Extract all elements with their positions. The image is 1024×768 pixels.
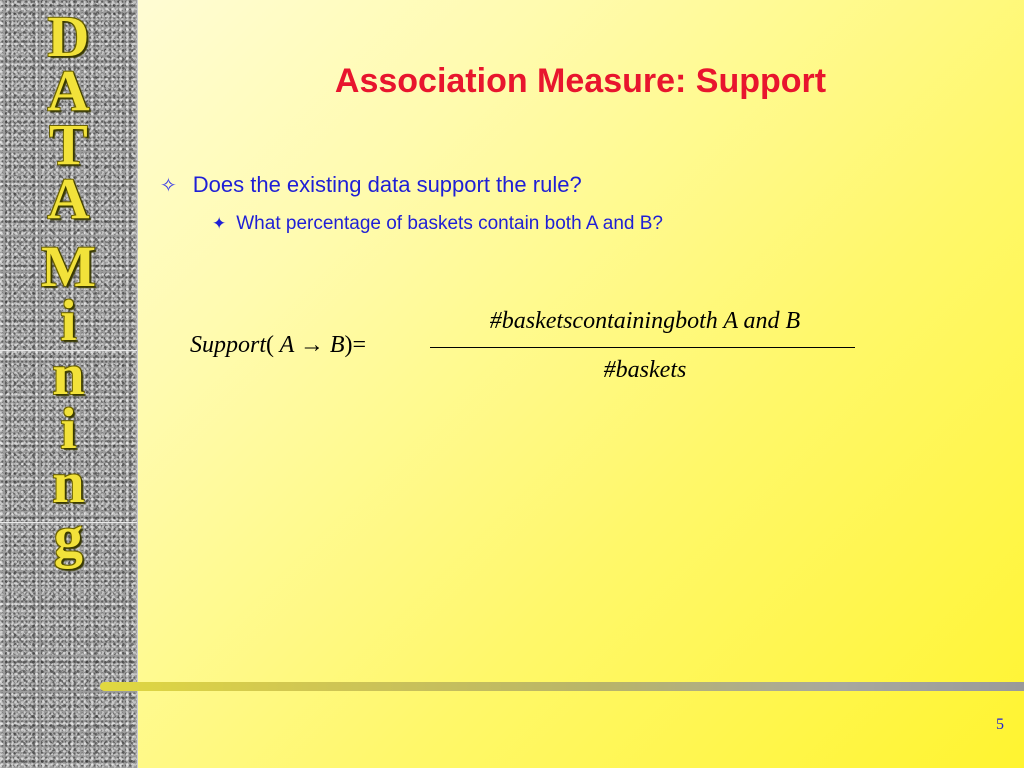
formula-denominator: #baskets — [603, 357, 687, 383]
sidebar-title — [0, 4, 137, 569]
four-point-star-solid-icon: ✦ — [212, 214, 227, 233]
sidebar-letter: M — [41, 234, 96, 299]
formula-lhs — [190, 332, 366, 359]
sidebar-letter: A — [47, 166, 90, 231]
sidebar-letter: D — [47, 4, 90, 69]
sidebar-letter: T — [49, 112, 88, 177]
bullet-text: What percentage of baskets contain both A and B? — [236, 213, 663, 234]
formula-paren: ( — [266, 332, 275, 358]
support-formula — [190, 308, 870, 388]
sidebar-letter: n — [52, 450, 85, 515]
sidebar-letter: i — [60, 288, 77, 353]
formula-var-a: A — [279, 332, 294, 358]
arrow-icon: → — [299, 332, 324, 358]
footer-rule — [100, 682, 1024, 691]
page-number: 5 — [996, 716, 1004, 733]
sidebar-panel — [0, 0, 138, 768]
slide-title: Association Measure: Support — [334, 62, 827, 100]
sidebar-letter: i — [60, 396, 77, 461]
formula-var-b: B — [329, 332, 345, 358]
bullet-level-1 — [160, 172, 582, 198]
sidebar-letter: A — [47, 58, 90, 123]
sidebar-letter: n — [52, 342, 85, 407]
bullet-text: Does the existing data support the rule? — [192, 172, 582, 197]
formula-function: Support — [190, 332, 267, 358]
sidebar-letter: g — [54, 504, 83, 569]
four-point-star-outline-icon: ✧ — [160, 174, 177, 197]
formula-numerator: #basketscontainingboth A and B — [489, 308, 801, 334]
fraction-bar — [430, 347, 855, 348]
formula-equals: = — [352, 332, 367, 358]
formula-paren: ) — [344, 332, 353, 358]
bullet-level-2 — [212, 213, 663, 235]
